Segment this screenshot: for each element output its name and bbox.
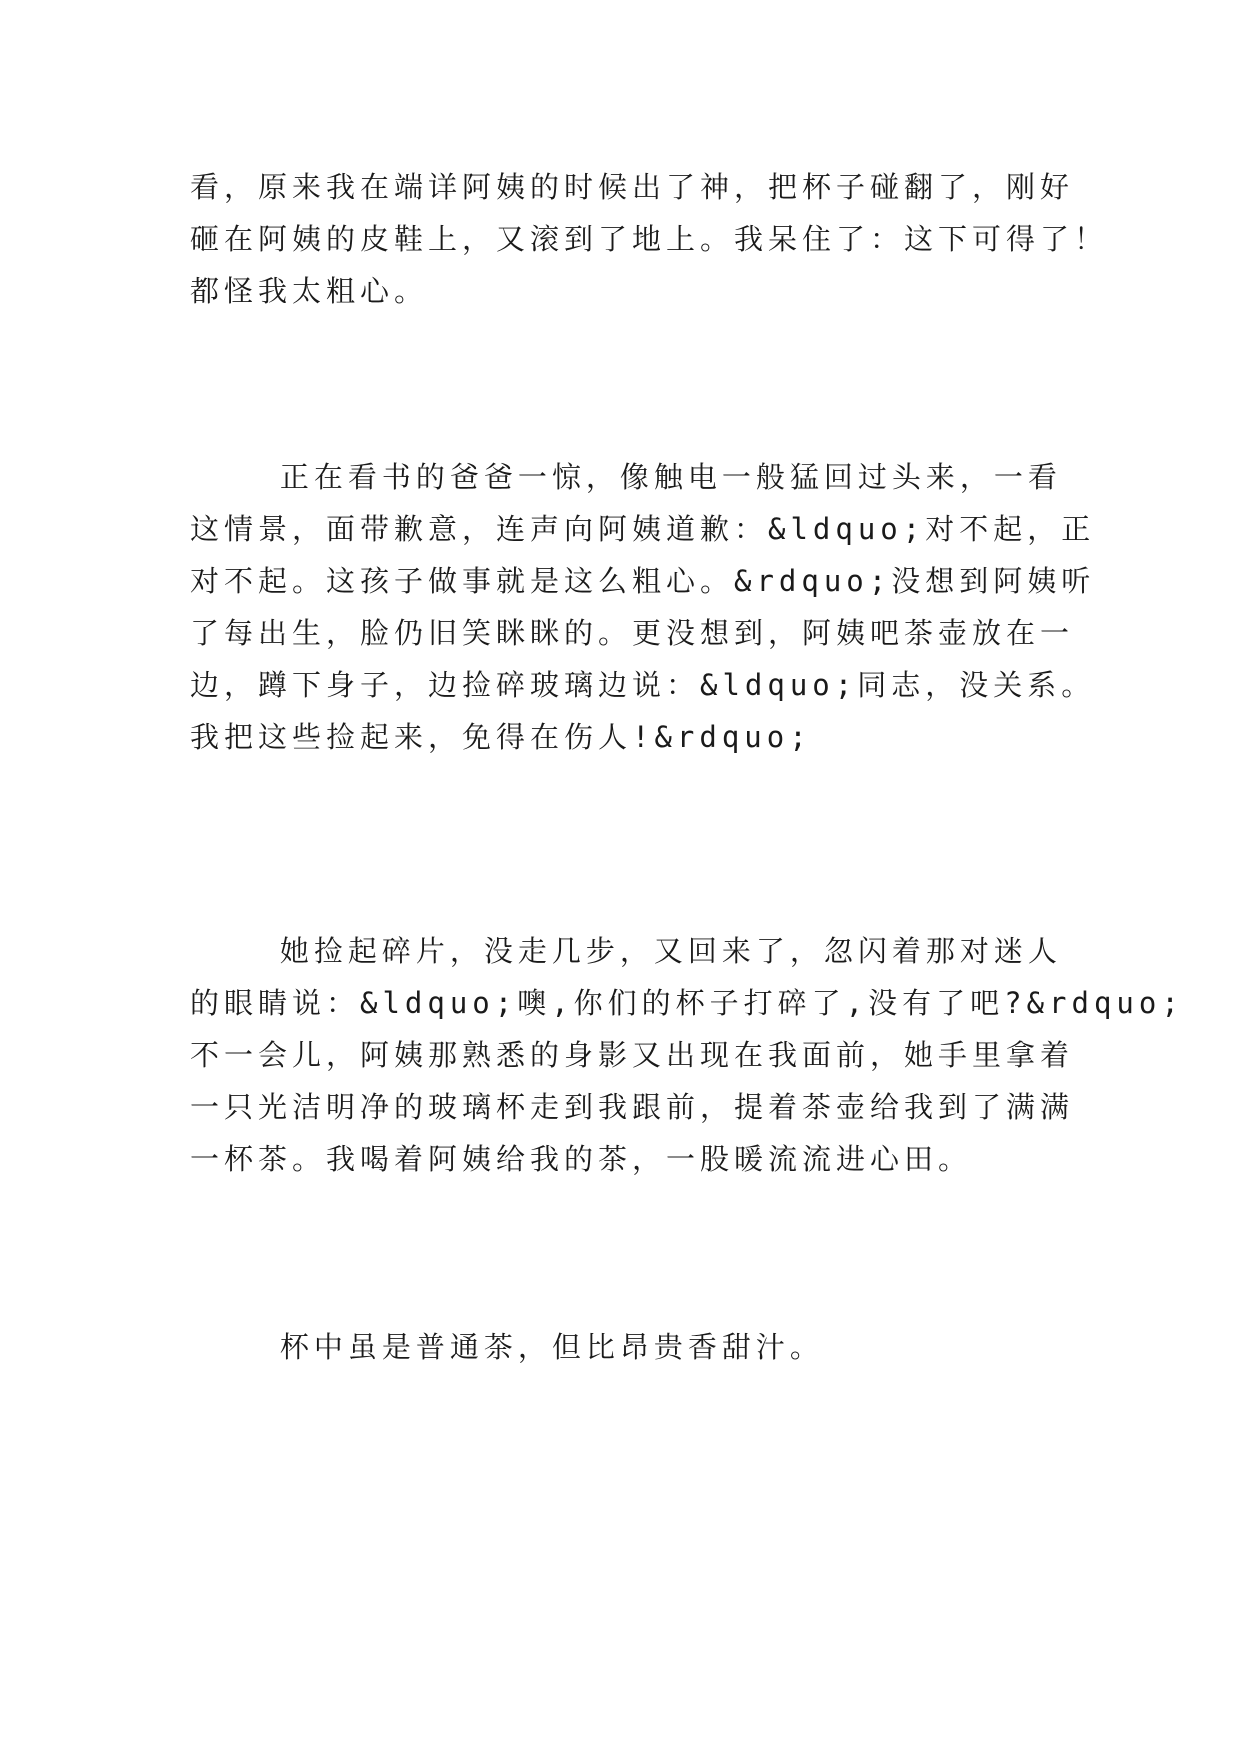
- text-line: 这情景，面带歉意，连声向阿姨道歉：&ldquo;对不起，正: [190, 512, 1096, 546]
- text-line: 我把这些捡起来，免得在伤人!&rdquo;: [190, 720, 812, 754]
- text-line: 看，原来我在端详阿姨的时候出了神，把杯子碰翻了，刚好: [190, 170, 1075, 204]
- text-line: 一只光洁明净的玻璃杯走到我跟前，提着茶壶给我到了满满: [190, 1090, 1075, 1124]
- text-line: 砸在阿姨的皮鞋上，又滚到了地上。我呆住了：这下可得了！: [190, 222, 1109, 256]
- text-line: 边，蹲下身子，边捡碎玻璃边说：&ldquo;同志，没关系。: [190, 668, 1096, 702]
- text-line: 她捡起碎片，没走几步，又回来了，忽闪着那对迷人: [190, 934, 1062, 968]
- text-line: 杯中虽是普通茶，但比昂贵香甜汁。: [190, 1330, 824, 1364]
- paragraph-4: [190, 1321, 1060, 1373]
- text-line: 正在看书的爸爸一惊，像触电一般猛回过头来，一看: [190, 460, 1062, 494]
- paragraph-1: [190, 161, 1109, 317]
- text-line: 了每出生，脸仍旧笑眯眯的。更没想到，阿姨吧茶壶放在一: [190, 616, 1075, 650]
- text-line: 对不起。这孩子做事就是这么粗心。&rdquo;没想到阿姨听: [190, 564, 1096, 598]
- paragraph-2: [190, 451, 1096, 763]
- text-line: 的眼睛说：&ldquo;噢,你们的杯子打碎了,没有了吧?&rdquo;: [190, 986, 1184, 1020]
- text-line: 一杯茶。我喝着阿姨给我的茶，一股暖流流进心田。: [190, 1142, 973, 1176]
- text-line: 都怪我太粗心。: [190, 274, 429, 308]
- text-line: 不一会儿，阿姨那熟悉的身影又出现在我面前，她手里拿着: [190, 1038, 1075, 1072]
- paragraph-3: [190, 925, 1184, 1185]
